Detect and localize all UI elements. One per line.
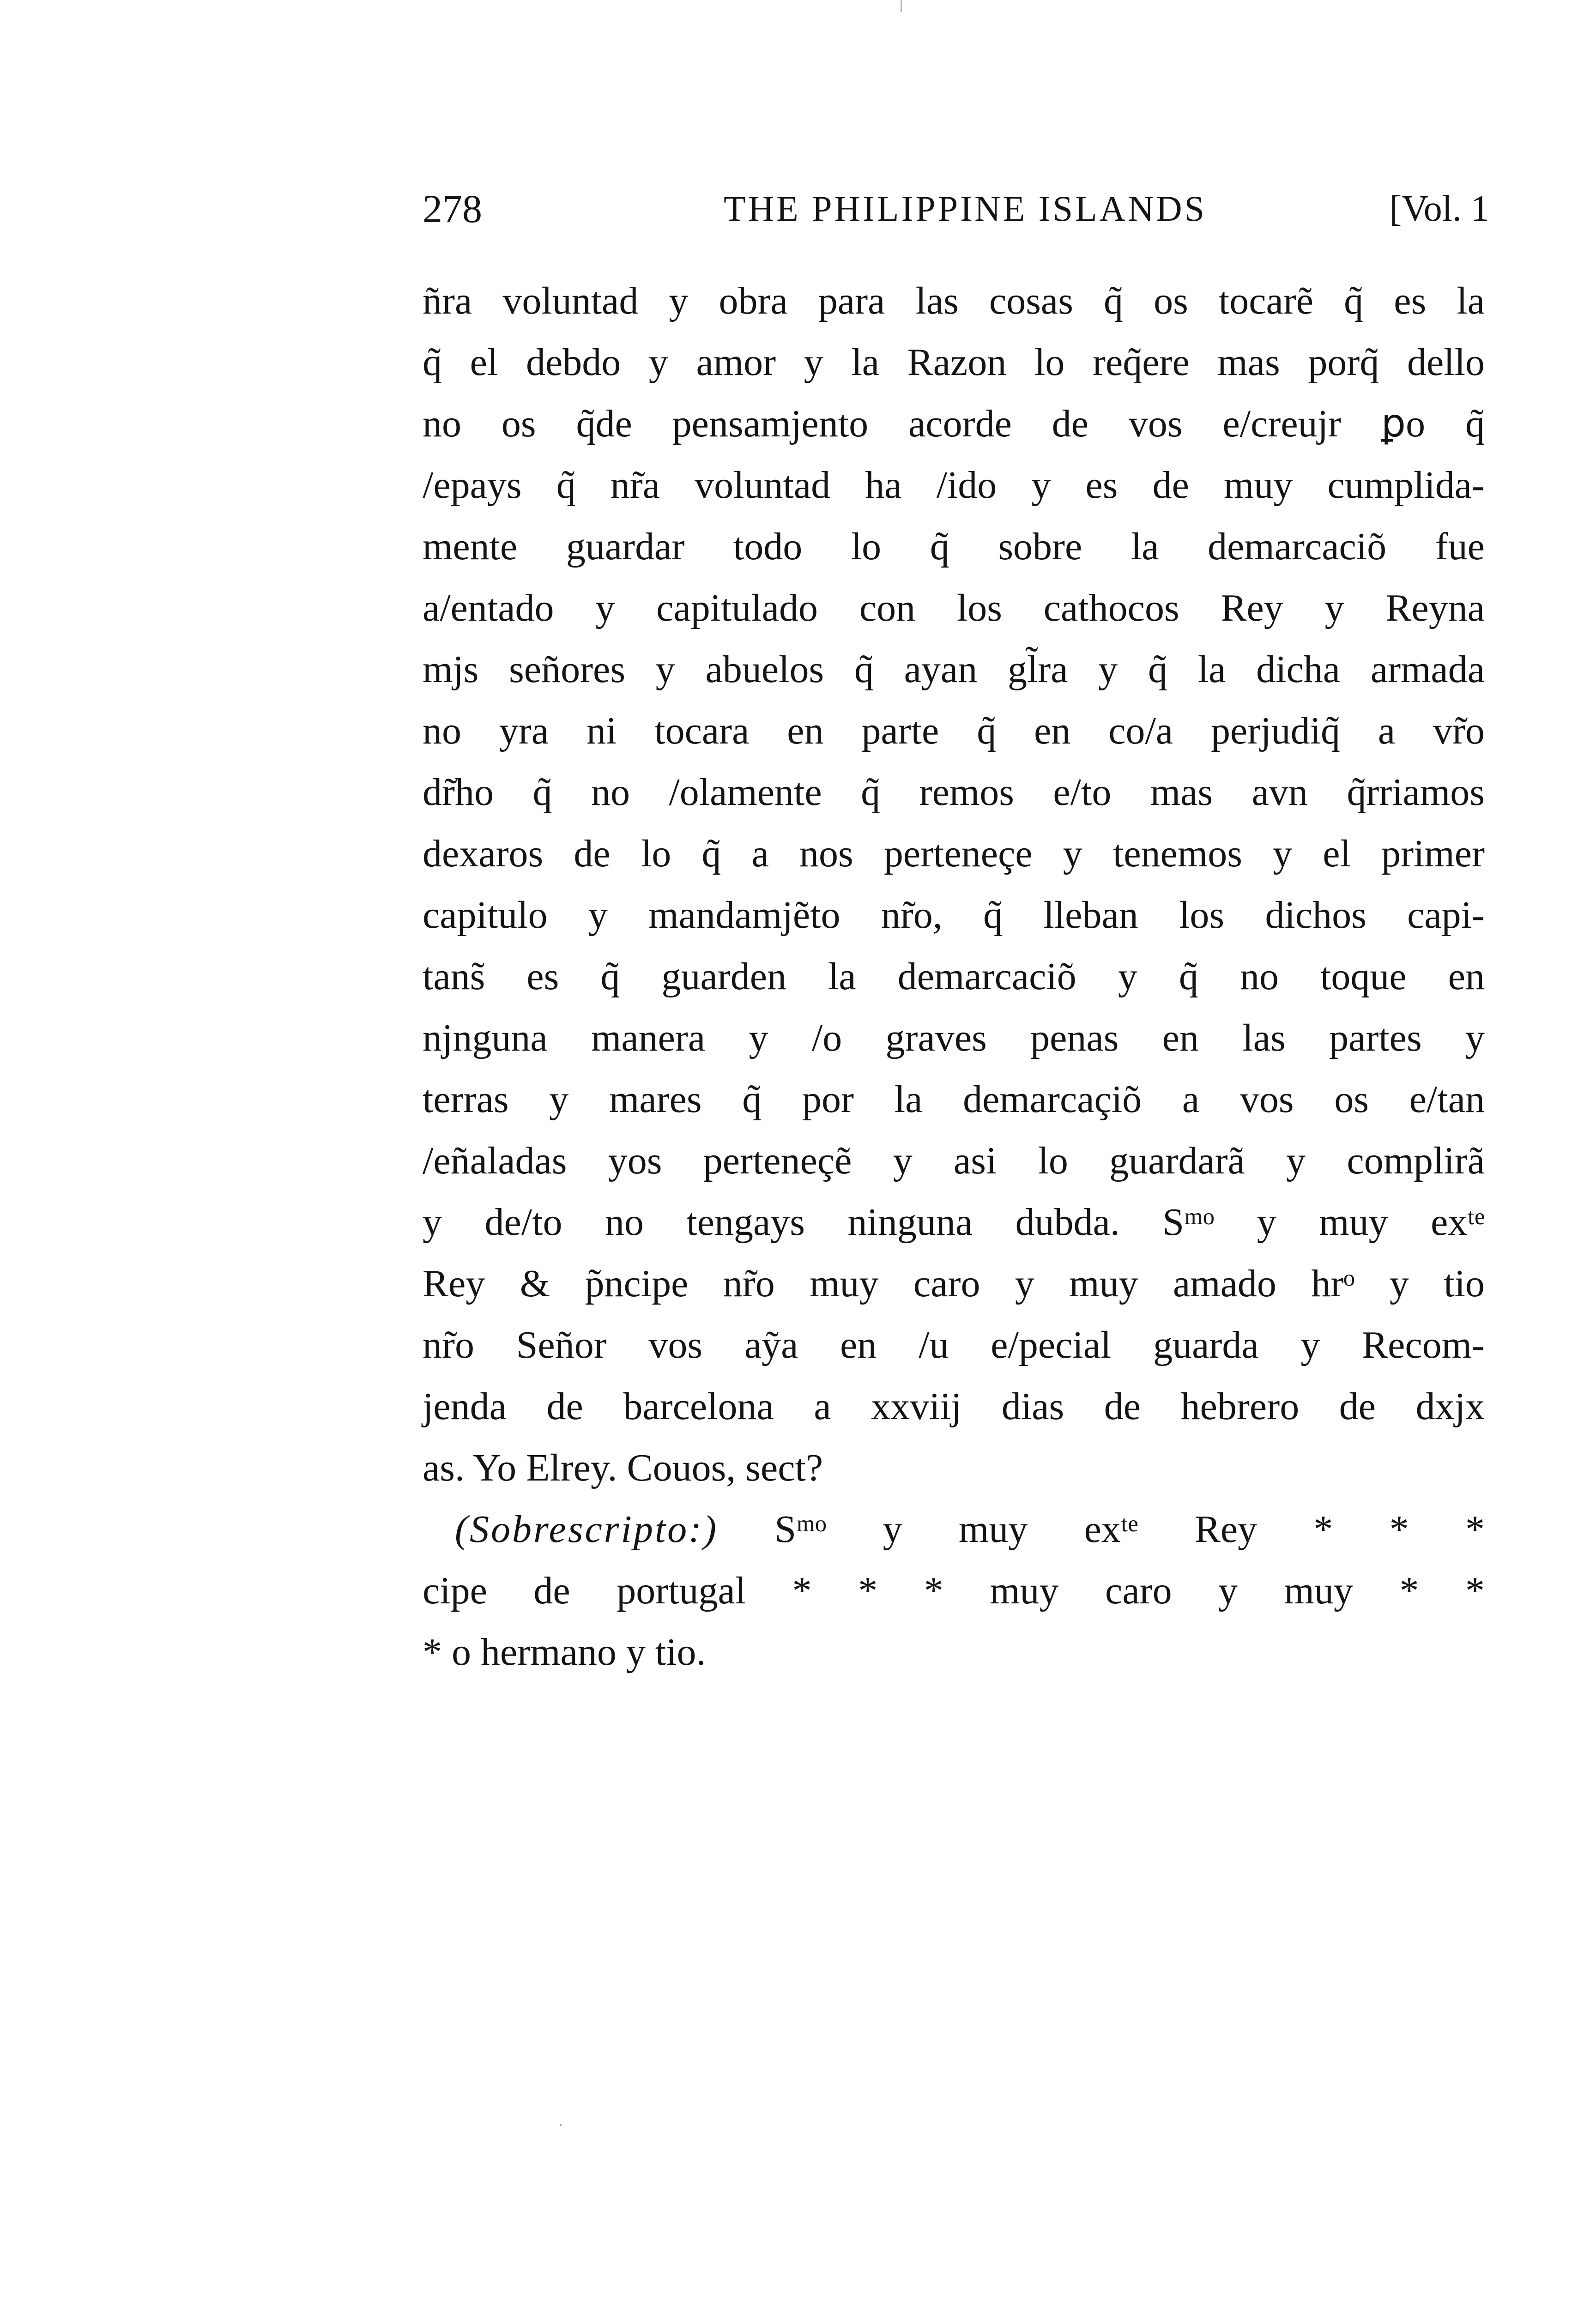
text-line: dr̃ho q̃ no /olamente q̃ remos e/to mas avn q̃rriamos — [423, 771, 1485, 814]
scan-artifact — [560, 2124, 562, 2126]
text-line: Rey & p̃ncipe nr̃o muy caro y muy amado hrᵒ y tio — [423, 1262, 1485, 1305]
text-line: terras y mares q̃ por la demarcaçiõ a vos os e/tan — [423, 1078, 1485, 1121]
page-number: 278 — [423, 187, 482, 231]
text-line: jenda de barcelona a xxviij dias de hebrero de dxjx — [423, 1385, 1485, 1428]
text-line: no os q̃de pensamjento acorde de vos e/creujr ꝑo q̃ — [423, 402, 1485, 445]
text-line: tans̃ es q̃ guarden la demarcaciõ y q̃ no toque en — [423, 955, 1485, 998]
text-line: /epays q̃ nr̃a voluntad ha /ido y es de muy cumplida- — [423, 464, 1485, 507]
superscription-line: * o hermano y tio. — [423, 1631, 706, 1674]
letter-text — [423, 270, 1485, 1683]
superscription-text: Sᵐᵒ y muy exᵗᵉ Rey * * * — [774, 1508, 1485, 1551]
text-line: q̃ el debdo y amor y la Razon lo req̃ere mas porq̃ dello — [423, 341, 1485, 384]
text-line: nr̃o Señor vos aỹa en /u e/pecial guarda y Recom- — [423, 1324, 1485, 1366]
running-title: THE PHILIPPINE ISLANDS — [724, 188, 1207, 229]
scan-artifact — [901, 0, 902, 12]
superscription-line: cipe de portugal * * * muy caro y muy * * — [423, 1569, 1485, 1612]
running-header — [423, 181, 1489, 236]
text-line: a/entado y capitulado con los cathocos Rey y Reyna — [423, 586, 1485, 629]
text-line: no yra ni tocara en parte q̃ en co/a perjudiq̃ a vr̃o — [423, 709, 1485, 752]
text-line: /eñaladas yos perteneçẽ y asi lo guardarã y complirã — [423, 1139, 1485, 1182]
volume-label: [Vol. 1 — [1389, 188, 1489, 229]
text-line: njnguna manera y /o graves penas en las partes y — [423, 1016, 1485, 1059]
text-line: mente guardar todo lo q̃ sobre la demarcaciõ fue — [423, 525, 1485, 568]
text-line: dexaros de lo q̃ a nos perteneçe y tenemos y el primer — [423, 832, 1485, 875]
text-line: as. Yo Elrey. Couos, sect? — [423, 1446, 823, 1489]
text-line: y de/to no tengays ninguna dubda. Sᵐᵒ y muy exᵗᵉ — [423, 1201, 1485, 1244]
text-line: capitulo y mandamjẽto nr̃o, q̃ lleban los dichos capi- — [423, 894, 1485, 937]
superscription-line — [423, 1499, 1485, 1560]
superscription-label: (Sobrescripto:) — [455, 1508, 719, 1551]
text-line: ñra voluntad y obra para las cosas q̃ os tocarẽ q̃ es la — [423, 279, 1485, 322]
text-line: mjs señores y abuelos q̃ ayan gl̃ra y q̃ la dicha armada — [423, 648, 1485, 691]
